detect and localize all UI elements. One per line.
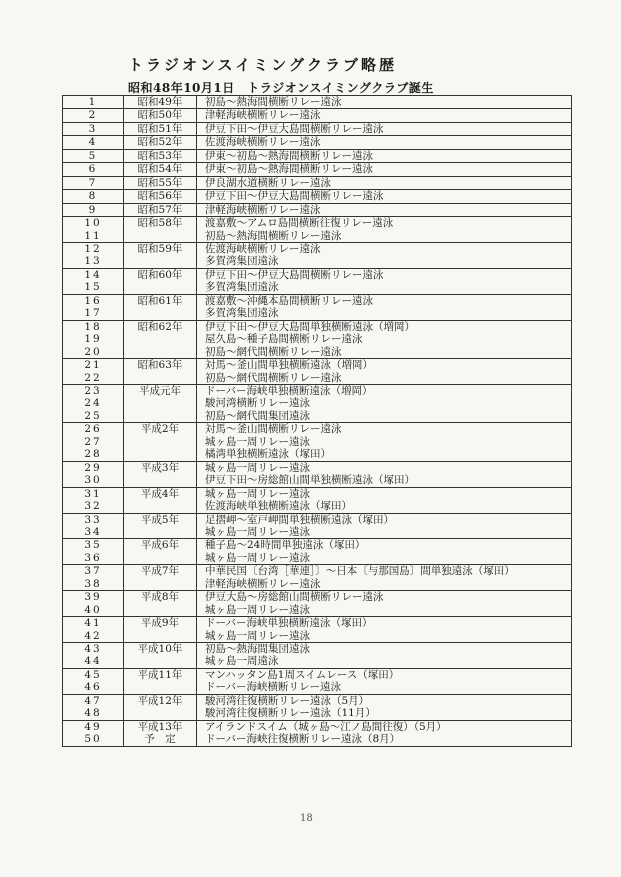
row-year: 昭和49年 xyxy=(124,96,197,109)
row-number: 14 xyxy=(63,268,124,281)
row-number: 5 xyxy=(63,149,124,162)
row-year: 平成13年 xyxy=(124,720,197,733)
row-number: 24 xyxy=(63,397,124,409)
row-year xyxy=(124,436,197,448)
row-number: 42 xyxy=(63,630,124,643)
row-number: 20 xyxy=(63,346,124,359)
row-year: 平成3年 xyxy=(124,461,197,474)
table-row xyxy=(63,109,572,122)
row-year: 昭和55年 xyxy=(124,176,197,189)
table-row xyxy=(63,333,572,345)
row-year: 昭和59年 xyxy=(124,242,197,255)
row-number: 39 xyxy=(63,591,124,604)
row-year: 平成2年 xyxy=(124,423,197,436)
row-year: 昭和58年 xyxy=(124,217,197,230)
table-row xyxy=(63,372,572,385)
table-row xyxy=(63,681,572,694)
table-row xyxy=(63,307,572,320)
table-row xyxy=(63,448,572,461)
table-row xyxy=(63,176,572,189)
row-year xyxy=(124,372,197,385)
row-year xyxy=(124,707,197,720)
row-event: ドーバー海峡単独横断遠泳（増岡） xyxy=(197,384,572,397)
row-number: 7 xyxy=(63,176,124,189)
row-event: 初島～網代間横断リレー遠泳 xyxy=(197,346,572,359)
row-event: 城ヶ島一周リレー遠泳 xyxy=(197,487,572,500)
row-number: 19 xyxy=(63,333,124,345)
table-row xyxy=(63,423,572,436)
row-number: 1 xyxy=(63,96,124,109)
row-number: 45 xyxy=(63,668,124,681)
row-year: 平成8年 xyxy=(124,591,197,604)
row-number: 29 xyxy=(63,461,124,474)
row-number: 34 xyxy=(63,526,124,539)
row-event: 伊豆下田～伊豆大島間横断リレー遠泳 xyxy=(197,268,572,281)
row-event: 津軽海峡横断リレー遠泳 xyxy=(197,578,572,591)
table-row xyxy=(63,630,572,643)
table-row xyxy=(63,578,572,591)
row-event: 多賀湾集団遠泳 xyxy=(197,255,572,268)
table-row xyxy=(63,281,572,294)
row-number: 21 xyxy=(63,359,124,372)
row-number: 10 xyxy=(63,217,124,230)
row-event: 橘湾単独横断遠泳（塚田） xyxy=(197,448,572,461)
row-year: 平成4年 xyxy=(124,487,197,500)
row-event: 城ヶ島一周リレー遠泳 xyxy=(197,630,572,643)
table-row xyxy=(63,487,572,500)
row-number: 30 xyxy=(63,474,124,487)
table-row xyxy=(63,217,572,230)
row-year xyxy=(124,552,197,565)
row-year xyxy=(124,255,197,268)
row-event: 伊豆下田～伊豆大島間横断リレー遠泳 xyxy=(197,122,572,135)
row-number: 31 xyxy=(63,487,124,500)
row-year: 平成9年 xyxy=(124,617,197,630)
row-number: 6 xyxy=(63,163,124,176)
table-row xyxy=(63,643,572,656)
table-row xyxy=(63,733,572,746)
row-year: 昭和50年 xyxy=(124,109,197,122)
table-row xyxy=(63,268,572,281)
row-year: 昭和60年 xyxy=(124,268,197,281)
row-number: 47 xyxy=(63,694,124,707)
row-year xyxy=(124,230,197,243)
row-number: 40 xyxy=(63,604,124,617)
row-year xyxy=(124,448,197,461)
row-event: 初島～網代間集団遠泳 xyxy=(197,410,572,423)
row-number: 4 xyxy=(63,136,124,149)
history-table xyxy=(62,95,572,747)
row-event: ドーバー海峡単独横断遠泳（塚田） xyxy=(197,617,572,630)
row-number: 9 xyxy=(63,203,124,216)
row-year: 昭和57年 xyxy=(124,203,197,216)
row-event: 渡嘉敷～アムロ島間横断往復リレー遠泳 xyxy=(197,217,572,230)
row-event: 津軽海峡横断リレー遠泳 xyxy=(197,109,572,122)
row-year xyxy=(124,655,197,668)
row-event: 初島～熱海間横断リレー遠泳 xyxy=(197,96,572,109)
row-year: 昭和56年 xyxy=(124,190,197,203)
row-event: 初島～網代間横断リレー遠泳 xyxy=(197,372,572,385)
table-row xyxy=(63,539,572,552)
row-event: 伊豆大島～房総館山間横断リレー遠泳 xyxy=(197,591,572,604)
table-row xyxy=(63,513,572,526)
row-year: 平成元年 xyxy=(124,384,197,397)
row-number: 2 xyxy=(63,109,124,122)
table-row xyxy=(63,604,572,617)
table-row xyxy=(63,163,572,176)
table-row xyxy=(63,346,572,359)
row-year: 平成6年 xyxy=(124,539,197,552)
row-year: 昭和52年 xyxy=(124,136,197,149)
table-row xyxy=(63,242,572,255)
page-number: 18 xyxy=(300,813,313,824)
row-number: 49 xyxy=(63,720,124,733)
row-event: 伊豆下田～伊豆大島間単独横断遠泳（増岡） xyxy=(197,320,572,333)
row-event: 城ヶ島一周リレー遠泳 xyxy=(197,552,572,565)
row-event: ドーバー海峡往復横断リレー遠泳（8月） xyxy=(197,733,572,746)
row-year xyxy=(124,578,197,591)
row-year: 昭和61年 xyxy=(124,294,197,307)
row-number: 33 xyxy=(63,513,124,526)
row-year xyxy=(124,333,197,345)
table-row xyxy=(63,436,572,448)
row-number: 26 xyxy=(63,423,124,436)
row-number: 32 xyxy=(63,500,124,513)
row-event: 城ヶ島一周リレー遠泳 xyxy=(197,604,572,617)
row-number: 8 xyxy=(63,190,124,203)
table-row xyxy=(63,707,572,720)
table-row xyxy=(63,694,572,707)
page-subtitle: 昭和48年10月1日 トラジオンスイミングクラブ誕生 xyxy=(128,81,434,95)
row-year xyxy=(124,410,197,423)
row-number: 38 xyxy=(63,578,124,591)
row-event: 城ヶ島一周リレー遠泳 xyxy=(197,526,572,539)
row-number: 50 xyxy=(63,733,124,746)
table-row xyxy=(63,122,572,135)
row-year: 昭和53年 xyxy=(124,149,197,162)
row-number: 48 xyxy=(63,707,124,720)
table-row xyxy=(63,500,572,513)
row-number: 11 xyxy=(63,230,124,243)
row-year xyxy=(124,604,197,617)
table-row xyxy=(63,190,572,203)
table-row xyxy=(63,552,572,565)
row-year xyxy=(124,397,197,409)
row-year xyxy=(124,630,197,643)
row-event: 城ヶ島一周リレー遠泳 xyxy=(197,436,572,448)
row-event: 多賀湾集団遠泳 xyxy=(197,281,572,294)
table-row xyxy=(63,294,572,307)
row-event: 初島～熱海間横断リレー遠泳 xyxy=(197,230,572,243)
page-title: トラジオンスイミングクラブ略歴 xyxy=(128,56,397,74)
history-table-body xyxy=(63,96,572,747)
row-event: 伊豆下田～房総館山間単独横断遠泳（塚田） xyxy=(197,474,572,487)
row-year: 平成7年 xyxy=(124,565,197,578)
row-year: 平成11年 xyxy=(124,668,197,681)
table-row xyxy=(63,255,572,268)
row-event: マンハッタン島1周スイムレース（塚田） xyxy=(197,668,572,681)
row-year xyxy=(124,346,197,359)
table-row xyxy=(63,474,572,487)
row-number: 25 xyxy=(63,410,124,423)
row-number: 43 xyxy=(63,643,124,656)
row-number: 3 xyxy=(63,122,124,135)
row-number: 13 xyxy=(63,255,124,268)
table-row xyxy=(63,230,572,243)
row-event: ドーバー海峡横断リレー遠泳 xyxy=(197,681,572,694)
row-number: 46 xyxy=(63,681,124,694)
table-row xyxy=(63,203,572,216)
row-year: 昭和62年 xyxy=(124,320,197,333)
row-year xyxy=(124,526,197,539)
row-year xyxy=(124,474,197,487)
row-event: 屋久島～種子島間横断リレー遠泳 xyxy=(197,333,572,345)
table-row xyxy=(63,461,572,474)
row-number: 17 xyxy=(63,307,124,320)
row-event: 佐渡海峡横断リレー遠泳 xyxy=(197,242,572,255)
row-event: 佐渡海峡単独横断遠泳（塚田） xyxy=(197,500,572,513)
table-row xyxy=(63,397,572,409)
row-event: 城ヶ島一周リレー遠泳 xyxy=(197,461,572,474)
table-row xyxy=(63,410,572,423)
row-event: 対馬～釜山間横断リレー遠泳 xyxy=(197,423,572,436)
row-event: 種子島～24時間単独遠泳（塚田） xyxy=(197,539,572,552)
row-event: 渡嘉敷～沖縄本島間横断リレー遠泳 xyxy=(197,294,572,307)
table-row xyxy=(63,668,572,681)
row-event: 初島～熱海間集団遠泳 xyxy=(197,643,572,656)
row-year: 平成12年 xyxy=(124,694,197,707)
row-number: 18 xyxy=(63,320,124,333)
row-year xyxy=(124,281,197,294)
row-number: 27 xyxy=(63,436,124,448)
row-event: 伊東～初島～熱海間横断リレー遠泳 xyxy=(197,163,572,176)
row-year: 昭和51年 xyxy=(124,122,197,135)
row-year: 平成5年 xyxy=(124,513,197,526)
row-year: 昭和63年 xyxy=(124,359,197,372)
row-year: 平成10年 xyxy=(124,643,197,656)
row-year xyxy=(124,681,197,694)
row-event: 佐渡海峡横断リレー遠泳 xyxy=(197,136,572,149)
table-row xyxy=(63,149,572,162)
table-row xyxy=(63,526,572,539)
table-row xyxy=(63,136,572,149)
row-event: 駿河湾往復横断リレー遠泳（5月） xyxy=(197,694,572,707)
row-event: 伊良湖水道横断リレー遠泳 xyxy=(197,176,572,189)
table-row xyxy=(63,591,572,604)
row-year xyxy=(124,307,197,320)
table-row xyxy=(63,565,572,578)
row-number: 44 xyxy=(63,655,124,668)
row-number: 23 xyxy=(63,384,124,397)
row-year xyxy=(124,500,197,513)
row-number: 36 xyxy=(63,552,124,565)
row-number: 35 xyxy=(63,539,124,552)
row-year: 昭和54年 xyxy=(124,163,197,176)
table-row xyxy=(63,320,572,333)
table-row xyxy=(63,655,572,668)
row-event: 駿河湾横断リレー遠泳 xyxy=(197,397,572,409)
row-event: アイランドスイム（城ヶ島～江ノ島間往復）（5月） xyxy=(197,720,572,733)
row-number: 15 xyxy=(63,281,124,294)
row-event: 駿河湾往復横断リレー遠泳（11月） xyxy=(197,707,572,720)
row-number: 12 xyxy=(63,242,124,255)
row-event: 中華民国〔台湾［華連］〕～日本〔与那国島〕間単独遠泳（塚田） xyxy=(197,565,572,578)
row-event: 伊豆下田～伊豆大島間横断リレー遠泳 xyxy=(197,190,572,203)
row-number: 22 xyxy=(63,372,124,385)
row-event: 足摺岬～室戸岬間単独横断遠泳（塚田） xyxy=(197,513,572,526)
table-row xyxy=(63,384,572,397)
row-event: 対馬～釜山間単独横断遠泳（増岡） xyxy=(197,359,572,372)
row-number: 16 xyxy=(63,294,124,307)
table-row xyxy=(63,359,572,372)
row-event: 多賀湾集団遠泳 xyxy=(197,307,572,320)
row-number: 28 xyxy=(63,448,124,461)
row-event: 城ヶ島一周遠泳 xyxy=(197,655,572,668)
row-number: 37 xyxy=(63,565,124,578)
table-row xyxy=(63,617,572,630)
table-row xyxy=(63,720,572,733)
row-event: 伊東～初島～熱海間横断リレー遠泳 xyxy=(197,149,572,162)
row-year: 予 定 xyxy=(124,733,197,746)
table-row xyxy=(63,96,572,109)
row-event: 津軽海峡横断リレー遠泳 xyxy=(197,203,572,216)
row-number: 41 xyxy=(63,617,124,630)
